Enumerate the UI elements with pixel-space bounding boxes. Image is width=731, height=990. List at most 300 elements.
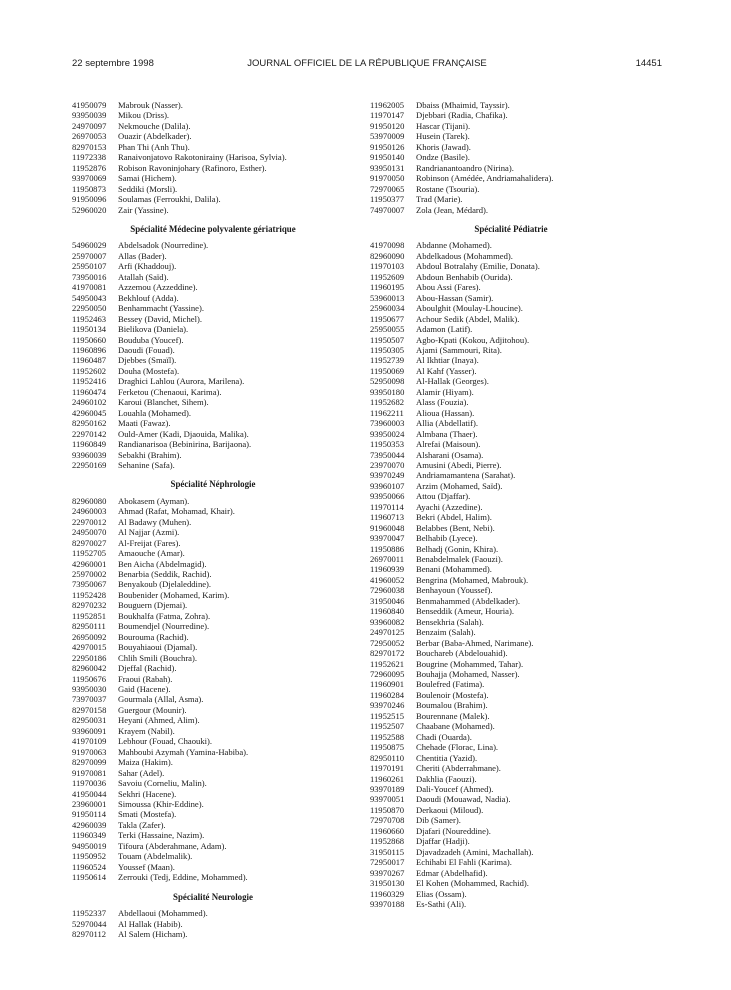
registration-number: 11952682 bbox=[370, 397, 405, 408]
list-item bbox=[72, 642, 354, 652]
registration-number: 25970002 bbox=[72, 569, 107, 580]
registration-number: 91970063 bbox=[72, 746, 107, 757]
person-name: Bourennane (Malek). bbox=[416, 710, 490, 721]
registration-number: 25950055 bbox=[370, 324, 405, 335]
registration-number: 11950886 bbox=[370, 543, 405, 554]
person-name: Sebakhi (Brahim). bbox=[118, 449, 182, 460]
list-item bbox=[72, 293, 354, 303]
person-name: Agbo-Kpati (Kokou, Adjitohou). bbox=[416, 334, 530, 345]
right-column bbox=[370, 100, 652, 909]
list-item bbox=[72, 747, 354, 757]
list-item bbox=[72, 173, 354, 183]
list-item bbox=[72, 663, 354, 673]
person-name: Djebbari (Radia, Chafika). bbox=[416, 110, 508, 121]
list-item bbox=[370, 335, 652, 345]
person-name: Savoiu (Corneliu, Malin). bbox=[118, 778, 207, 789]
registration-number: 93950131 bbox=[370, 162, 405, 173]
list-item bbox=[370, 408, 652, 418]
list-item bbox=[72, 527, 354, 537]
list-item bbox=[72, 820, 354, 830]
person-name: Chentitia (Yazid). bbox=[416, 752, 478, 763]
registration-number: 41950079 bbox=[72, 100, 107, 110]
registration-number: 11960901 bbox=[370, 679, 405, 690]
registration-number: 41970098 bbox=[370, 240, 405, 251]
list-item bbox=[72, 590, 354, 600]
registration-number: 82960080 bbox=[72, 495, 107, 506]
person-name: Mahboubi Azymah (Yamina-Habiba). bbox=[118, 746, 249, 757]
registration-number: 94950019 bbox=[72, 840, 107, 851]
registration-number: 25970007 bbox=[72, 250, 107, 261]
registration-number: 31950046 bbox=[370, 595, 405, 606]
person-name: Youssef (Maan). bbox=[118, 861, 175, 872]
person-name: Rostane (Tsouria). bbox=[416, 183, 480, 194]
list-item bbox=[370, 142, 652, 152]
list-item bbox=[370, 194, 652, 204]
person-name: Benani (Mohammed). bbox=[416, 564, 492, 575]
person-name: Bielikova (Daniela). bbox=[118, 324, 189, 335]
list-item bbox=[72, 376, 354, 386]
person-name: Almbana (Thaer). bbox=[416, 428, 478, 439]
person-name: Bouduba (Youcef). bbox=[118, 334, 184, 345]
page-number: 14451 bbox=[635, 58, 662, 69]
person-name: Mikou (Driss). bbox=[118, 110, 170, 121]
list-item bbox=[370, 173, 652, 183]
person-name: Benyakoub (Djelaleddine). bbox=[118, 579, 212, 590]
registration-number: 22950169 bbox=[72, 459, 107, 470]
registration-number: 73950016 bbox=[72, 271, 107, 282]
person-name: Berbar (Baba-Ahmed, Narimane). bbox=[416, 637, 534, 648]
registration-number: 11970103 bbox=[370, 261, 405, 272]
list-item bbox=[72, 778, 354, 788]
registration-number: 11952739 bbox=[370, 355, 405, 366]
person-name: Djebbes (Smaïl). bbox=[118, 355, 177, 366]
person-name: Guergour (Mounir). bbox=[118, 704, 187, 715]
person-name: Benzaim (Salah). bbox=[416, 627, 476, 638]
registration-number: 82960042 bbox=[72, 663, 107, 674]
registration-number: 42960039 bbox=[72, 819, 107, 830]
registration-number: 31950130 bbox=[370, 878, 405, 889]
person-name: Es-Sathi (Ali). bbox=[416, 898, 467, 909]
list-item bbox=[72, 152, 354, 162]
registration-number: 82970172 bbox=[370, 648, 405, 659]
person-name: Lebhour (Fouad, Chaouki). bbox=[118, 736, 213, 747]
list-item bbox=[72, 345, 354, 355]
list-item bbox=[72, 261, 354, 271]
list-item bbox=[72, 251, 354, 261]
registration-number: 72960095 bbox=[370, 669, 405, 680]
person-name: Cheriti (Abderrahmane). bbox=[416, 763, 501, 774]
list-item bbox=[370, 460, 652, 470]
registration-number: 22950186 bbox=[72, 652, 107, 663]
person-name: Abdelkadous (Mohammed). bbox=[416, 250, 513, 261]
person-name: Benabdelmalek (Faouzi). bbox=[416, 554, 503, 565]
person-name: Samai (Hichem). bbox=[118, 173, 177, 184]
list-item bbox=[72, 705, 354, 715]
person-name: Takla (Zafer). bbox=[118, 819, 166, 830]
registration-number: 11960329 bbox=[370, 888, 405, 899]
registration-number: 11950507 bbox=[370, 334, 405, 345]
list-item bbox=[72, 450, 354, 460]
list-item bbox=[72, 460, 354, 470]
registration-number: 41960052 bbox=[370, 574, 405, 585]
list-item bbox=[370, 240, 652, 250]
person-name: Karoui (Blanchet, Sihem). bbox=[118, 397, 209, 408]
person-name: Al Ikhtiar (Inaya). bbox=[416, 355, 479, 366]
registration-number: 11952876 bbox=[72, 162, 107, 173]
person-name: Chadi (Ouarda). bbox=[416, 731, 472, 742]
registration-number: 73950044 bbox=[370, 449, 405, 460]
registration-number: 24950070 bbox=[72, 527, 107, 538]
person-name: Djavadzadeh (Amini, Machallah). bbox=[416, 846, 534, 857]
list-item bbox=[370, 397, 652, 407]
registration-number: 91950096 bbox=[72, 194, 107, 205]
person-name: Edmar (Abdelhafid). bbox=[416, 867, 488, 878]
list-item bbox=[370, 366, 652, 376]
list-item bbox=[72, 303, 354, 313]
person-name: El Kohen (Mohammed, Rachid). bbox=[416, 878, 529, 889]
registration-number: 11950870 bbox=[370, 804, 405, 815]
list-item bbox=[370, 836, 652, 846]
registration-number: 11962005 bbox=[370, 100, 405, 110]
list-item bbox=[72, 579, 354, 589]
registration-number: 72960038 bbox=[370, 585, 405, 596]
registration-number: 82970232 bbox=[72, 600, 107, 611]
person-name: Benseddik (Ameur, Houria). bbox=[416, 606, 514, 617]
registration-number: 11952507 bbox=[370, 721, 405, 732]
list-item bbox=[72, 851, 354, 861]
person-name: Heyani (Ahmed, Alim). bbox=[118, 715, 200, 726]
person-name: Azzemou (Azzeddine). bbox=[118, 282, 198, 293]
list-item bbox=[370, 742, 652, 752]
person-name: Zair (Yassine). bbox=[118, 204, 169, 215]
continued-list bbox=[370, 100, 652, 215]
person-name: Fraoui (Rabah). bbox=[118, 673, 173, 684]
person-name: Touam (Abdelmalik). bbox=[118, 851, 193, 862]
list-item bbox=[370, 355, 652, 365]
person-name: Andriamamantena (Sarahat). bbox=[416, 470, 516, 481]
person-name: Derkaoui (Miloud). bbox=[416, 804, 484, 815]
registration-number: 93970189 bbox=[370, 784, 405, 794]
person-name: Elias (Ossam). bbox=[416, 888, 467, 899]
list-item bbox=[370, 184, 652, 194]
registration-number: 52950098 bbox=[370, 376, 405, 387]
registration-number: 91950140 bbox=[370, 152, 405, 163]
list-item bbox=[72, 272, 354, 282]
person-name: Bouyahiaoui (Djamal). bbox=[118, 642, 198, 653]
person-name: Abou-Hassan (Samir). bbox=[416, 292, 494, 303]
header-date: 22 septembre 1998 bbox=[72, 58, 154, 69]
person-name: Robinson (Amédée, Andriamahalidera). bbox=[416, 173, 554, 184]
list-item bbox=[72, 205, 354, 215]
list-item bbox=[72, 929, 354, 939]
list-item bbox=[370, 439, 652, 449]
registration-number: 11952851 bbox=[72, 610, 107, 621]
registration-number: 93970246 bbox=[370, 700, 405, 711]
registration-number: 11950873 bbox=[72, 183, 107, 194]
list-item bbox=[370, 502, 652, 512]
person-name: Al Najjar (Azmi). bbox=[118, 527, 180, 538]
registration-number: 11950660 bbox=[72, 334, 107, 345]
list-item bbox=[370, 585, 652, 595]
list-item bbox=[370, 774, 652, 784]
person-name: Sekhri (Hacene). bbox=[118, 788, 177, 799]
person-name: Abdellaoui (Mohammed). bbox=[118, 908, 208, 919]
list-item bbox=[370, 293, 652, 303]
registration-number: 93950066 bbox=[370, 491, 405, 502]
registration-number: 93960091 bbox=[72, 725, 107, 736]
person-name: Gaid (Hacene). bbox=[118, 684, 171, 695]
list-item bbox=[370, 121, 652, 131]
registration-number: 53970009 bbox=[370, 131, 405, 142]
section-title: Spécialité Neurologie bbox=[173, 891, 253, 902]
person-name: Bekri (Abdel, Halim). bbox=[416, 512, 492, 523]
registration-number: 24970125 bbox=[370, 627, 405, 638]
person-name: Benhammacht (Yassine). bbox=[118, 303, 205, 314]
registration-number: 41970109 bbox=[72, 736, 107, 747]
registration-number: 11960849 bbox=[72, 439, 107, 450]
registration-number: 52960020 bbox=[72, 204, 107, 215]
list-item bbox=[72, 324, 354, 334]
list-item bbox=[72, 611, 354, 621]
registration-number: 82970027 bbox=[72, 537, 107, 548]
list-item bbox=[72, 799, 354, 809]
list-item bbox=[72, 919, 354, 929]
person-name: Ayachi (Azzedine). bbox=[416, 501, 483, 512]
list-item bbox=[370, 345, 652, 355]
list-item bbox=[370, 815, 652, 825]
list-item bbox=[72, 184, 354, 194]
registration-number: 82950110 bbox=[370, 752, 405, 763]
person-name: Nekmouche (Dalila). bbox=[118, 120, 191, 131]
person-name: Amusini (Abedi, Pierre). bbox=[416, 459, 502, 470]
person-name: Abdanne (Mohamed). bbox=[416, 240, 492, 251]
person-name: Ondze (Basile). bbox=[416, 152, 470, 163]
registration-number: 11970114 bbox=[370, 501, 404, 512]
registration-number: 93970051 bbox=[370, 794, 405, 805]
person-name: Alamir (Hiyam). bbox=[416, 386, 474, 397]
registration-number: 91950126 bbox=[370, 141, 405, 152]
list-item bbox=[370, 721, 652, 731]
registration-number: 53960013 bbox=[370, 292, 405, 303]
list-item bbox=[72, 110, 354, 120]
person-name: Al Badawy (Muhen). bbox=[118, 516, 192, 527]
list-item bbox=[370, 387, 652, 397]
list-item bbox=[370, 826, 652, 836]
person-name: Djaffar (Hadji). bbox=[416, 836, 470, 847]
list-item bbox=[72, 408, 354, 418]
person-name: Gourmala (Allal, Asma). bbox=[118, 694, 204, 705]
list-item bbox=[370, 857, 652, 867]
specialty-section bbox=[370, 224, 652, 909]
person-name: Ahmad (Rafat, Mohamad, Khair). bbox=[118, 506, 235, 517]
person-name: Alioua (Hassan). bbox=[416, 407, 475, 418]
registration-number: 11952868 bbox=[370, 836, 405, 847]
person-name: Hascar (Tijani). bbox=[416, 120, 471, 131]
registration-number: 11960349 bbox=[72, 830, 107, 841]
page-header bbox=[72, 58, 662, 72]
list-item bbox=[370, 100, 652, 110]
list-item bbox=[72, 100, 354, 110]
registration-number: 82950111 bbox=[72, 621, 106, 632]
registration-number: 41970081 bbox=[72, 282, 107, 293]
registration-number: 24970097 bbox=[72, 120, 107, 131]
list-item bbox=[370, 700, 652, 710]
person-name: Daoudi (Fouad). bbox=[118, 344, 175, 355]
registration-number: 11952463 bbox=[72, 313, 107, 324]
registration-number: 11960896 bbox=[72, 344, 107, 355]
list-item bbox=[370, 324, 652, 334]
registration-number: 11960840 bbox=[370, 606, 405, 617]
person-name: Bekhlouf (Adda). bbox=[118, 292, 179, 303]
list-item bbox=[72, 355, 354, 365]
person-name: Douha (Mostefa). bbox=[118, 365, 180, 376]
list-item bbox=[370, 763, 652, 773]
list-item bbox=[72, 600, 354, 610]
list-item bbox=[370, 110, 652, 120]
person-name: Belhadj (Gonin, Khira). bbox=[416, 543, 499, 554]
registration-number: 82960090 bbox=[370, 250, 405, 261]
specialty-section bbox=[72, 892, 354, 940]
registration-number: 91970081 bbox=[72, 767, 107, 778]
registration-number: 41950044 bbox=[72, 788, 107, 799]
registration-number: 11960713 bbox=[370, 512, 405, 523]
registration-number: 11960474 bbox=[72, 386, 107, 397]
person-name: Bouchareb (Abdelouahid). bbox=[416, 648, 508, 659]
registration-number: 11952705 bbox=[72, 548, 107, 559]
list-item bbox=[370, 847, 652, 857]
person-name: Maati (Fawaz). bbox=[118, 418, 171, 429]
registration-number: 73970037 bbox=[72, 694, 107, 705]
person-name: Djafari (Noureddine). bbox=[416, 825, 491, 836]
registration-number: 11952428 bbox=[72, 589, 107, 600]
registration-number: 82950031 bbox=[72, 715, 107, 726]
registration-number: 26970011 bbox=[370, 554, 405, 565]
person-name: Abdoun Benhabib (Ourida). bbox=[416, 271, 513, 282]
list-item bbox=[72, 121, 354, 131]
list-item bbox=[72, 366, 354, 376]
person-name: Seddiki (Morsli). bbox=[118, 183, 178, 194]
person-name: Chaabane (Mohamed). bbox=[416, 721, 495, 732]
list-item bbox=[72, 862, 354, 872]
registration-number: 72970065 bbox=[370, 183, 405, 194]
person-name: Randrianantoandro (Nirina). bbox=[416, 162, 514, 173]
list-item bbox=[72, 830, 354, 840]
registration-number: 11972338 bbox=[72, 152, 107, 163]
person-name: Abdoul Botralahy (Emilie, Donata). bbox=[416, 261, 540, 272]
list-item bbox=[370, 376, 652, 386]
person-name: Dib (Samer). bbox=[416, 815, 461, 826]
registration-number: 11950614 bbox=[72, 872, 107, 883]
registration-number: 26950092 bbox=[72, 631, 107, 642]
list-item bbox=[72, 548, 354, 558]
registration-number: 82970112 bbox=[72, 928, 107, 939]
list-item bbox=[72, 872, 354, 882]
person-name: Allas (Bader). bbox=[118, 250, 167, 261]
list-item bbox=[370, 889, 652, 899]
list-item bbox=[370, 491, 652, 501]
list-item bbox=[370, 261, 652, 271]
person-name: Echihabi El Fahli (Karima). bbox=[416, 857, 512, 868]
registration-number: 11952588 bbox=[370, 731, 405, 742]
list-item bbox=[370, 533, 652, 543]
person-name: Benhayoun (Youssef). bbox=[416, 585, 493, 596]
person-name: Abou Assi (Fares). bbox=[416, 282, 481, 293]
list-item bbox=[370, 152, 652, 162]
person-name: Benarbia (Seddik, Rachid). bbox=[118, 569, 212, 580]
specialty-section bbox=[72, 224, 354, 470]
list-item bbox=[72, 632, 354, 642]
continued-list bbox=[72, 100, 354, 215]
list-item bbox=[72, 726, 354, 736]
registration-number: 22970142 bbox=[72, 428, 107, 439]
registration-number: 93960082 bbox=[370, 616, 405, 627]
journal-title: JOURNAL OFFICIEL DE LA RÉPUBLIQUE FRANÇAISE bbox=[247, 58, 487, 69]
person-name: Ben Aicha (Abdelmagid). bbox=[118, 558, 207, 569]
registration-number: 93960107 bbox=[370, 480, 405, 491]
list-item bbox=[370, 450, 652, 460]
person-name: Khoris (Jawad). bbox=[416, 141, 471, 152]
registration-number: 11960284 bbox=[370, 689, 405, 700]
list-item bbox=[370, 732, 652, 742]
person-name: Alass (Fouzia). bbox=[416, 397, 469, 408]
person-name: Louahla (Mohamed). bbox=[118, 407, 192, 418]
person-name: Alrefai (Maisoun). bbox=[416, 439, 481, 450]
registration-number: 54950043 bbox=[72, 292, 107, 303]
person-name: Abdelsadok (Nourredine). bbox=[118, 240, 209, 251]
registration-number: 42970015 bbox=[72, 642, 107, 653]
person-name: Soulamas (Ferroukhi, Dalila). bbox=[118, 194, 221, 205]
registration-number: 11962211 bbox=[370, 407, 404, 418]
registration-number: 82970099 bbox=[72, 757, 107, 768]
specialty-section bbox=[72, 479, 354, 882]
list-item bbox=[370, 564, 652, 574]
list-item bbox=[370, 481, 652, 491]
registration-number: 93970047 bbox=[370, 533, 405, 544]
registration-number: 23960001 bbox=[72, 799, 107, 809]
person-name: Dbaiss (Mhaimid, Tayssir). bbox=[416, 100, 510, 110]
list-item bbox=[370, 606, 652, 616]
registration-number: 93950024 bbox=[370, 428, 405, 439]
list-item bbox=[370, 899, 652, 909]
registration-number: 11960261 bbox=[370, 773, 405, 784]
list-item bbox=[72, 163, 354, 173]
person-name: Arfi (Khaddouj). bbox=[118, 261, 177, 272]
person-name: Bensekhria (Salah). bbox=[416, 616, 484, 627]
person-name: Tifoura (Abderahmane, Adam). bbox=[118, 840, 227, 851]
person-name: Trad (Marie). bbox=[416, 194, 463, 205]
person-name: Boumendjel (Nourredine). bbox=[118, 621, 210, 632]
person-name: Dali-Youcef (Ahmed). bbox=[416, 784, 494, 794]
registration-number: 72970708 bbox=[370, 815, 405, 826]
person-name: Al-Hallak (Georges). bbox=[416, 376, 489, 387]
list-item bbox=[72, 397, 354, 407]
list-item bbox=[72, 314, 354, 324]
list-item bbox=[370, 554, 652, 564]
registration-number: 11970191 bbox=[370, 763, 405, 774]
list-item bbox=[370, 418, 652, 428]
section-title: Spécialité Pédiatrie bbox=[474, 223, 548, 234]
person-name: Aboulghit (Moulay-Lhoucine). bbox=[416, 303, 523, 314]
list-item bbox=[370, 470, 652, 480]
registration-number: 42960001 bbox=[72, 558, 107, 569]
registration-number: 73960003 bbox=[370, 418, 405, 429]
person-name: Ferketou (Chenaoui, Karima). bbox=[118, 386, 222, 397]
registration-number: 25950107 bbox=[72, 261, 107, 272]
registration-number: 82970153 bbox=[72, 141, 107, 152]
registration-number: 11970036 bbox=[72, 778, 107, 789]
registration-number: 72950017 bbox=[370, 857, 405, 868]
person-name: Boulefred (Fatima). bbox=[416, 679, 485, 690]
